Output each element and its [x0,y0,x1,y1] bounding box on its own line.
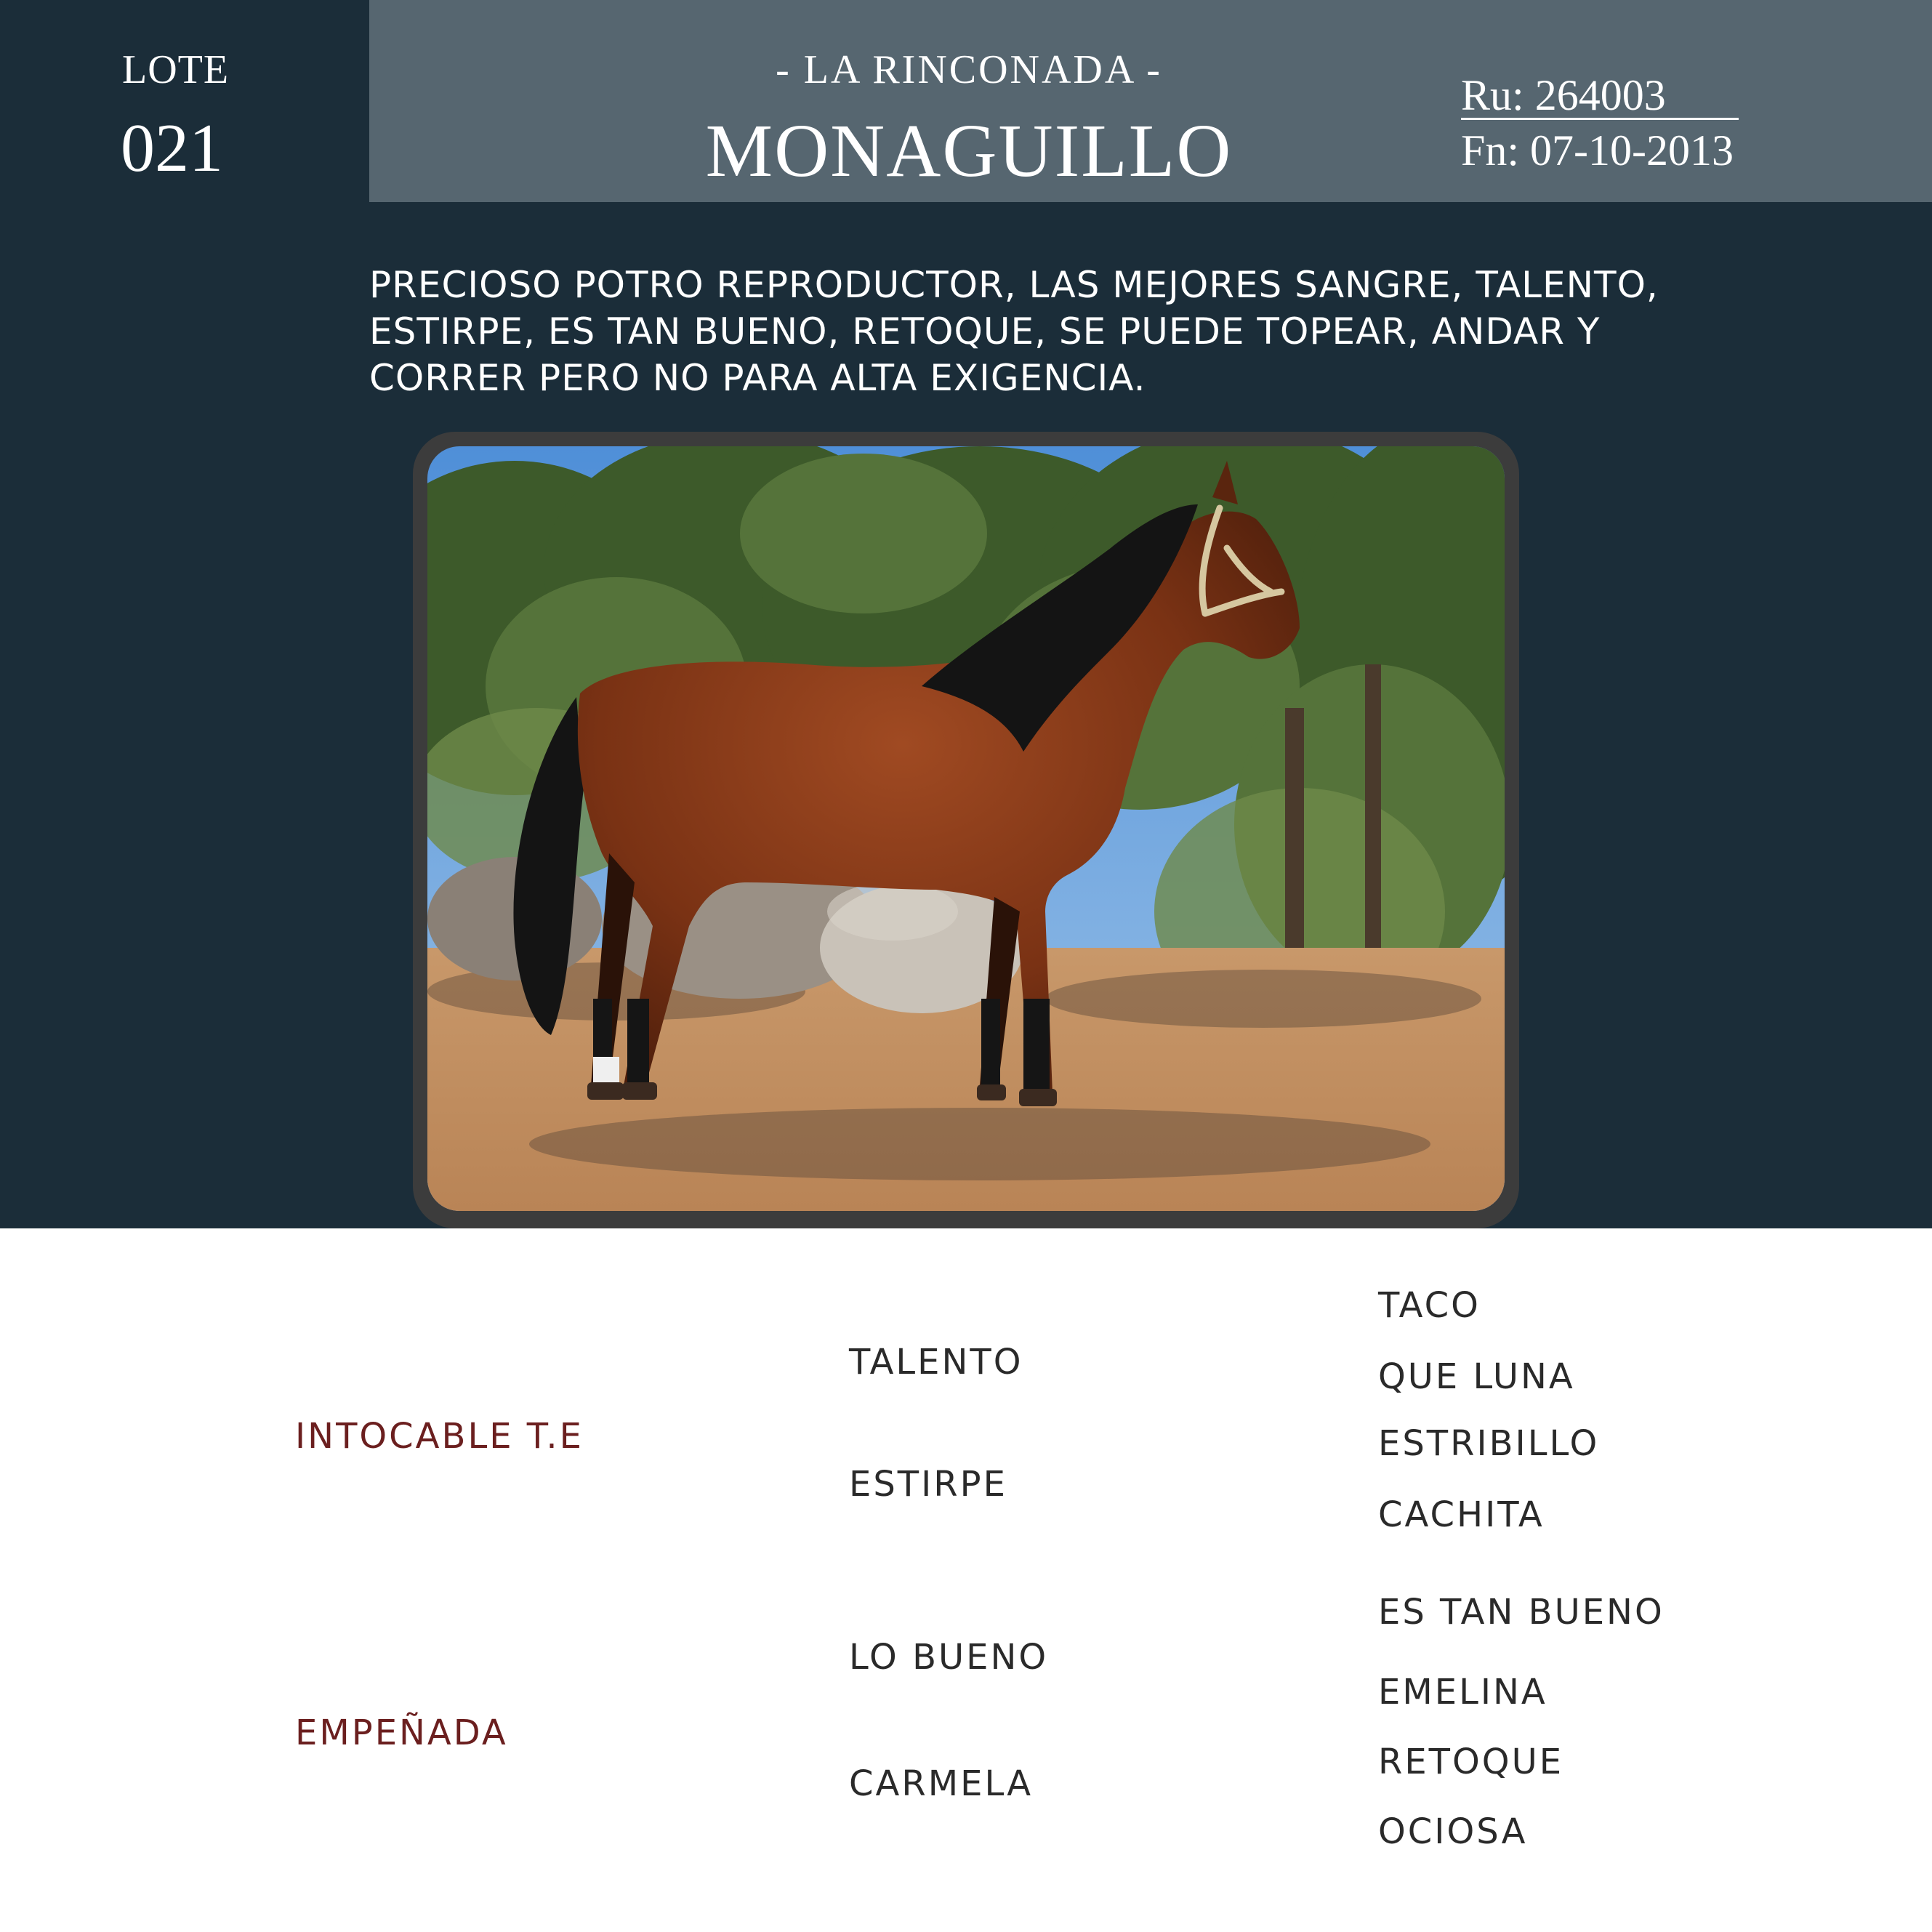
great-grandparent: ES TAN BUENO [1378,1592,1665,1633]
horse-name: MONAGUILLO [705,109,1233,193]
pedigree-dam: EMPEÑADA [295,1712,508,1753]
pedigree-dam-sire: LO BUENO [849,1637,1049,1678]
description: PRECIOSO POTRO REPRODUCTOR, LAS MEJORES SANGRE, TALENTO, ESTIRPE, ES TAN BUENO, RETOQUE, SE PUEDE TOPEAR, ANDAR Y CORRER PERO NO PARA ALTA EXIGENCIA. [369,264,1659,399]
lot-label: LOTE [122,47,230,92]
great-grandparent: OCIOSA [1378,1811,1528,1852]
pedigree-sire-dam: ESTIRPE [849,1464,1007,1505]
lot-number: 021 [121,110,223,186]
great-grandparent: ESTRIBILLO [1378,1423,1600,1464]
great-grandparent: EMELINA [1378,1672,1547,1712]
great-grandparent: TACO [1378,1285,1481,1326]
great-grandparent: RETOQUE [1378,1742,1564,1782]
horse-photo [427,446,1505,1211]
estate-name: - LA RINCONADA - [776,47,1162,92]
pedigree-sire: INTOCABLE T.E [295,1416,584,1457]
pedigree-sire-sire: TALENTO [849,1342,1023,1382]
photo-frame [413,432,1519,1228]
birth-date: Fn: 07-10-2013 [1461,126,1734,174]
registration-number: Ru: 264003 [1461,73,1739,120]
pedigree-dam-dam: CARMELA [849,1763,1034,1804]
great-grandparent: CACHITA [1378,1494,1545,1535]
great-grandparent: QUE LUNA [1378,1356,1575,1397]
